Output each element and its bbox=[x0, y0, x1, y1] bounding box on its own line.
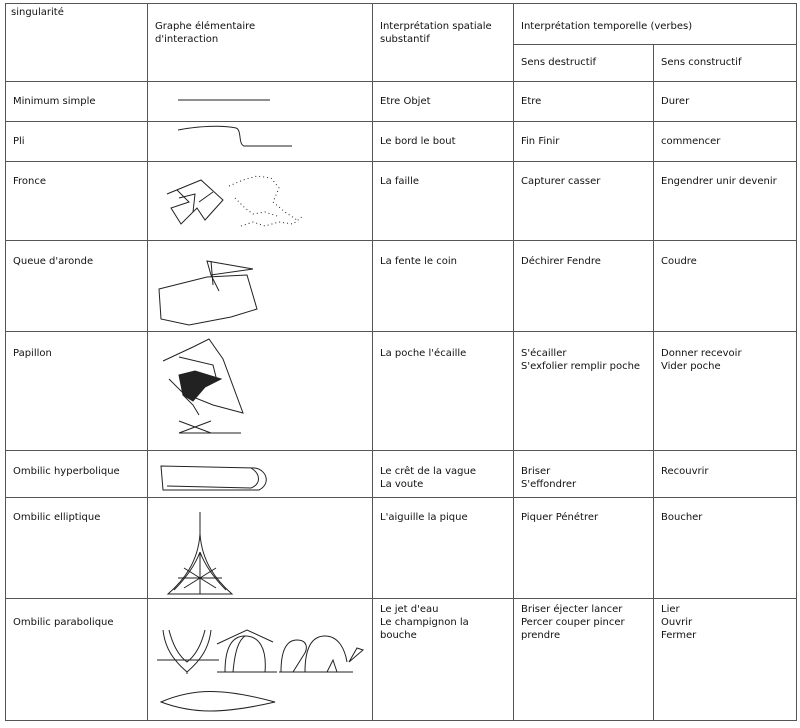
row-spatial: Le bord le bout bbox=[380, 136, 456, 147]
row-rule bbox=[5, 121, 797, 122]
row-rule bbox=[5, 598, 797, 599]
row-constructif: Lier Ouvrir Fermer bbox=[661, 604, 697, 641]
column-rule bbox=[372, 3, 373, 721]
row-spatial: La poche l'écaille bbox=[380, 348, 467, 359]
row-name: Ombilic parabolique bbox=[13, 617, 114, 628]
column-rule bbox=[513, 3, 514, 721]
row-constructif: Donner recevoir Vider poche bbox=[661, 348, 742, 372]
row-destructif: Capturer casser bbox=[521, 176, 601, 187]
header-subrule bbox=[513, 44, 797, 45]
row-destructif: S'écailler S'exfolier remplir poche bbox=[521, 348, 641, 372]
row-constructif: Durer bbox=[661, 96, 690, 107]
row-spatial: Le crêt de la vague La voute bbox=[380, 466, 477, 490]
row-destructif: Briser S'effondrer bbox=[521, 466, 577, 490]
row-spatial: La fente le coin bbox=[380, 256, 457, 267]
elliptic-umbilic-surface-icon bbox=[160, 512, 240, 598]
row-spatial: Le jet d'eau Le champignon la bouche bbox=[380, 604, 469, 641]
header-spatiale: Interprétation spatiale substantif bbox=[380, 21, 492, 45]
row-spatial: La faille bbox=[380, 176, 420, 187]
cusp-surface-icon bbox=[153, 168, 313, 236]
row-constructif: Boucher bbox=[661, 512, 703, 523]
table-border-right bbox=[796, 3, 797, 721]
row-spatial: L'aiguille la pique bbox=[380, 512, 468, 523]
row-constructif: Coudre bbox=[661, 256, 697, 267]
row-name: Fronce bbox=[13, 176, 47, 187]
header-sens-destructif: Sens destructif bbox=[521, 57, 597, 68]
row-name: Ombilic elliptique bbox=[13, 512, 101, 523]
swallowtail-surface-icon bbox=[153, 255, 263, 327]
dotted-projection bbox=[229, 176, 303, 226]
row-destructif: Déchirer Fendre bbox=[521, 256, 601, 267]
header-singularite: singularité bbox=[11, 7, 64, 18]
row-rule bbox=[5, 240, 797, 241]
table-border-bottom bbox=[5, 720, 797, 721]
column-rule bbox=[653, 44, 654, 721]
horizontal-line-icon bbox=[178, 96, 273, 104]
row-rule bbox=[5, 497, 797, 498]
table-border-left bbox=[5, 3, 6, 721]
header-graphe: Graphe élémentaire d'interaction bbox=[155, 21, 256, 45]
row-destructif: Fin Finir bbox=[521, 136, 560, 147]
parabolic-umbilic-surface-icon bbox=[153, 626, 368, 714]
row-constructif: Recouvrir bbox=[661, 466, 709, 477]
header-sens-constructif: Sens constructif bbox=[661, 57, 742, 68]
row-rule bbox=[5, 450, 797, 451]
row-name: Minimum simple bbox=[13, 96, 96, 107]
row-constructif: commencer bbox=[661, 136, 721, 147]
row-name: Ombilic hyperbolique bbox=[13, 466, 120, 477]
row-rule bbox=[5, 331, 797, 332]
column-rule bbox=[147, 3, 148, 721]
shaded-pocket bbox=[179, 371, 221, 401]
row-destructif: Briser éjecter lancer Percer couper pincer prendre bbox=[521, 604, 625, 641]
row-destructif: Piquer Pénétrer bbox=[521, 512, 599, 523]
row-constructif: Engendrer unir devenir bbox=[661, 176, 777, 187]
row-destructif: Etre bbox=[521, 96, 542, 107]
row-name: Papillon bbox=[13, 348, 52, 359]
row-spatial: Etre Objet bbox=[380, 96, 431, 107]
row-name: Pli bbox=[13, 136, 25, 147]
row-rule bbox=[5, 81, 797, 82]
hyperbolic-umbilic-surface-icon bbox=[153, 462, 273, 496]
fold-curve-icon bbox=[178, 122, 298, 152]
row-name: Queue d'aronde bbox=[13, 256, 94, 267]
header-temporelle: Interprétation temporelle (verbes) bbox=[521, 21, 693, 32]
table-border-top bbox=[5, 3, 797, 4]
row-rule bbox=[5, 161, 797, 162]
butterfly-surface-icon bbox=[153, 335, 263, 440]
